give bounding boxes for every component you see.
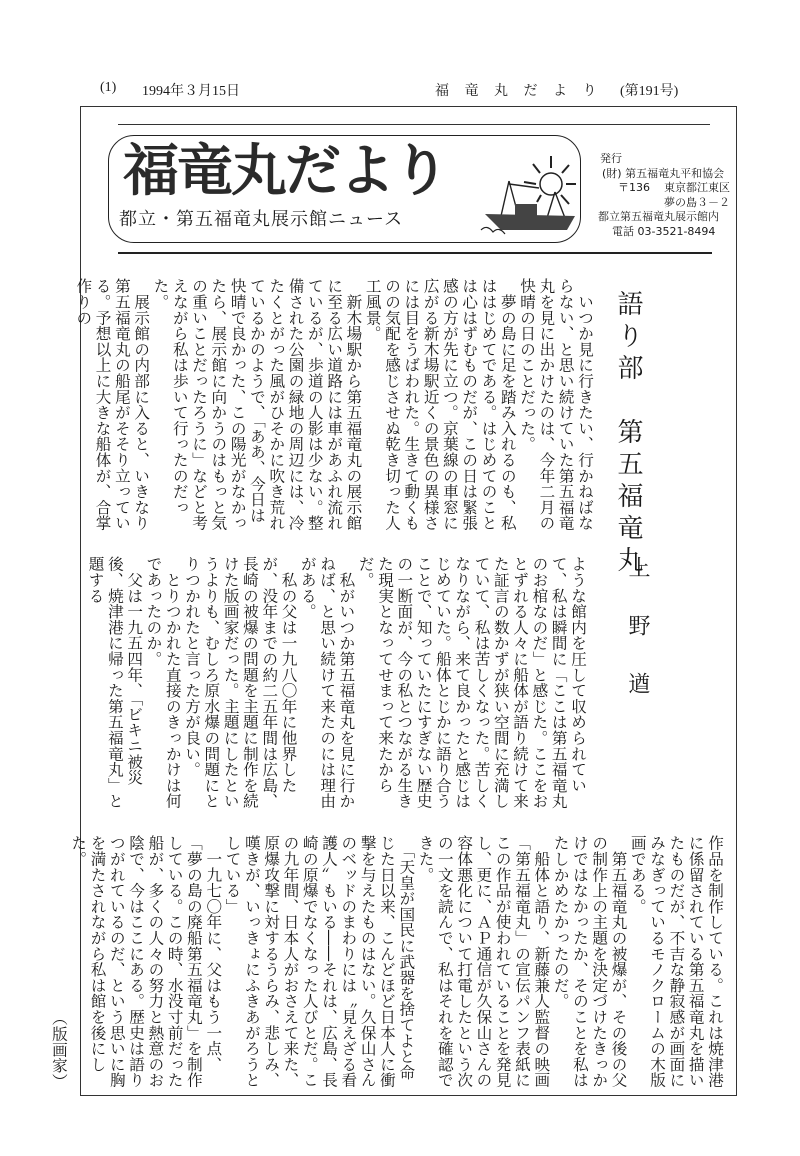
paragraph: いつか見に行きたい、行かねばならない、と思い続けていた第五福竜丸を見に出かけたのは、今年二月の快晴の日のことだった。 bbox=[518, 278, 594, 531]
paragraph: 私の父は一九八〇年に他界したが、没年までの約二五年間は広島、長崎の被爆の問題を主題に制作を続けた版画家だった。主題にしたというよりも、むしろ原水爆の問題にとりつかれたと言った方が良い。 bbox=[183, 556, 298, 809]
article-body-tier-1 bbox=[74, 278, 594, 532]
masthead-title: 福竜丸だより bbox=[123, 138, 447, 204]
paragraph: 第五福竜丸の被爆が、その後の父の制作上の主題を決定づけたきっかけではなかったか、そのことを私はたしかめたかったのだ。 bbox=[551, 835, 628, 1088]
paragraph: 夢の島に足を踏み入れるのも、私ははじめてである。はじめてのことは心はずむものだが、この日は緊張感の方が先に立つ。京葉線の車窓に広がる新木場駅近くの景色の異様さには目をうばわれた。生きて動くものの気配を感じさせぬ乾き切った人工風景。 bbox=[363, 278, 517, 531]
paragraph: 私がいつか第五福竜丸を見に行かねば、と思い続けて来たのには理由がある。 bbox=[298, 556, 356, 809]
masthead-divider bbox=[118, 252, 712, 254]
article-author: 上野遒 bbox=[625, 556, 650, 730]
article-headline: 語り部 第五福竜丸 bbox=[613, 290, 643, 578]
page-header bbox=[100, 80, 720, 100]
paragraph: 父は一九五四年、「ビキニ被災後、焼津港に帰った第五福竜丸」と題する bbox=[86, 556, 144, 809]
paragraph: 新木場駅から第五福竜丸の展示館に至る広い道路には車があふれ流れているが、歩道の人影は少ない。整備された公園の緑地の周辺には、冷たくとがった風がひそかに吹き荒れているかのようで、「ああ、今日は快晴で良かった、この陽光がなかったら、展示館に向かうのはもっと気の重いことだったろうに」などと考えながら私は歩いて行ったのだった。 bbox=[151, 278, 363, 531]
postal-code: 〒136 bbox=[618, 181, 650, 194]
paragraph: 船体と語り、新藤兼人監督の映画「第五福竜丸」の宣伝パンフ表紙にこの作品が使われていることを発見し、更に、ＡＰ通信が久保山さんの容体悪化について打電したという次の一文を読んで、私はそれを確認できた。 bbox=[416, 835, 551, 1088]
page-number: (1) bbox=[100, 80, 117, 95]
publisher-organization: (財) 第五福竜丸平和協会 bbox=[602, 166, 725, 180]
publisher-label: 発行 bbox=[600, 152, 622, 165]
top-divider bbox=[118, 124, 710, 125]
article-body-tier-2 bbox=[86, 556, 587, 810]
masthead-subtitle: 都立・第五福竜丸展示館ニュース bbox=[119, 209, 404, 230]
issue-date: 1994年３月15日 bbox=[142, 84, 240, 99]
newsletter-title: 福 竜 丸 だ よ り bbox=[435, 84, 603, 99]
publisher-postal-line bbox=[598, 181, 738, 196]
publisher-info bbox=[598, 152, 738, 239]
article-body-bottom bbox=[49, 835, 724, 1089]
author-credit: （版画家） bbox=[49, 1010, 68, 1089]
paragraph: ような館内を圧して収められていて、私は瞬間に「ここは第五福竜丸のお棺なのだ」と感じた。ここをおとずれる人々に船体が語り続けて来た証言の数かずが狭い空間に充満していて、私は苦しくなった。苦しくなりながら、来て良かったと感じはじめていた。船体とじかに語り合うことで、知っていたにすぎない歴史の一断面が、今の私とつながる生きた現実となってせまって来たからだ。 bbox=[356, 556, 587, 809]
paragraph: 「天皇が国民に武器を捨てよと命じた日以来、こんどほど日本人に衝撃を与えたものはない。久保山さんのベッドのまわりには〝見えざる看護人〟もいる――それは、広島、長崎の原爆でなくなった人びとだ。この九年間、日本人がおさえて来た、原爆攻撃に対するうらみ、悲しみ、嘆きが、いっきょにふきあがろうとしている」 bbox=[223, 835, 416, 1088]
address-line-1: 東京都江東区 bbox=[664, 181, 730, 194]
masthead bbox=[108, 135, 581, 243]
paragraph: とりつかれた直接のきっかけは何であったのか。 bbox=[144, 556, 182, 809]
address-line-2: 夢の島３－２ bbox=[664, 195, 730, 209]
paragraph: 展示館の内部に入ると、いきなり第五福竜丸の船尾がそそり立っている。予想以上に大きな船体が、合掌作りの bbox=[74, 278, 151, 531]
publisher-phone: 電話 03-3521-8494 bbox=[612, 224, 716, 238]
paragraph: 作品を制作している。これは焼津港に係留されている第五福竜丸を描いたものだが、不吉な静寂感が画面にみなぎっているモノクロームの木版画である。 bbox=[628, 835, 724, 1088]
publisher-location: 都立第五福竜丸展示館内 bbox=[598, 210, 719, 223]
paragraph: 一九七〇年に、父はもう一点、「夢の島の廃船第五福竜丸」を制作している。この時、水没寸前だった船が、多くの人々の努力と熱意のお陰で、今はここにある。歴史は語りつがれているのだ、という思いに胸を満たされながら私は館を後にした。 bbox=[69, 835, 223, 1088]
ship-and-sun-icon bbox=[479, 146, 579, 238]
issue-number: (第191号) bbox=[620, 84, 679, 99]
